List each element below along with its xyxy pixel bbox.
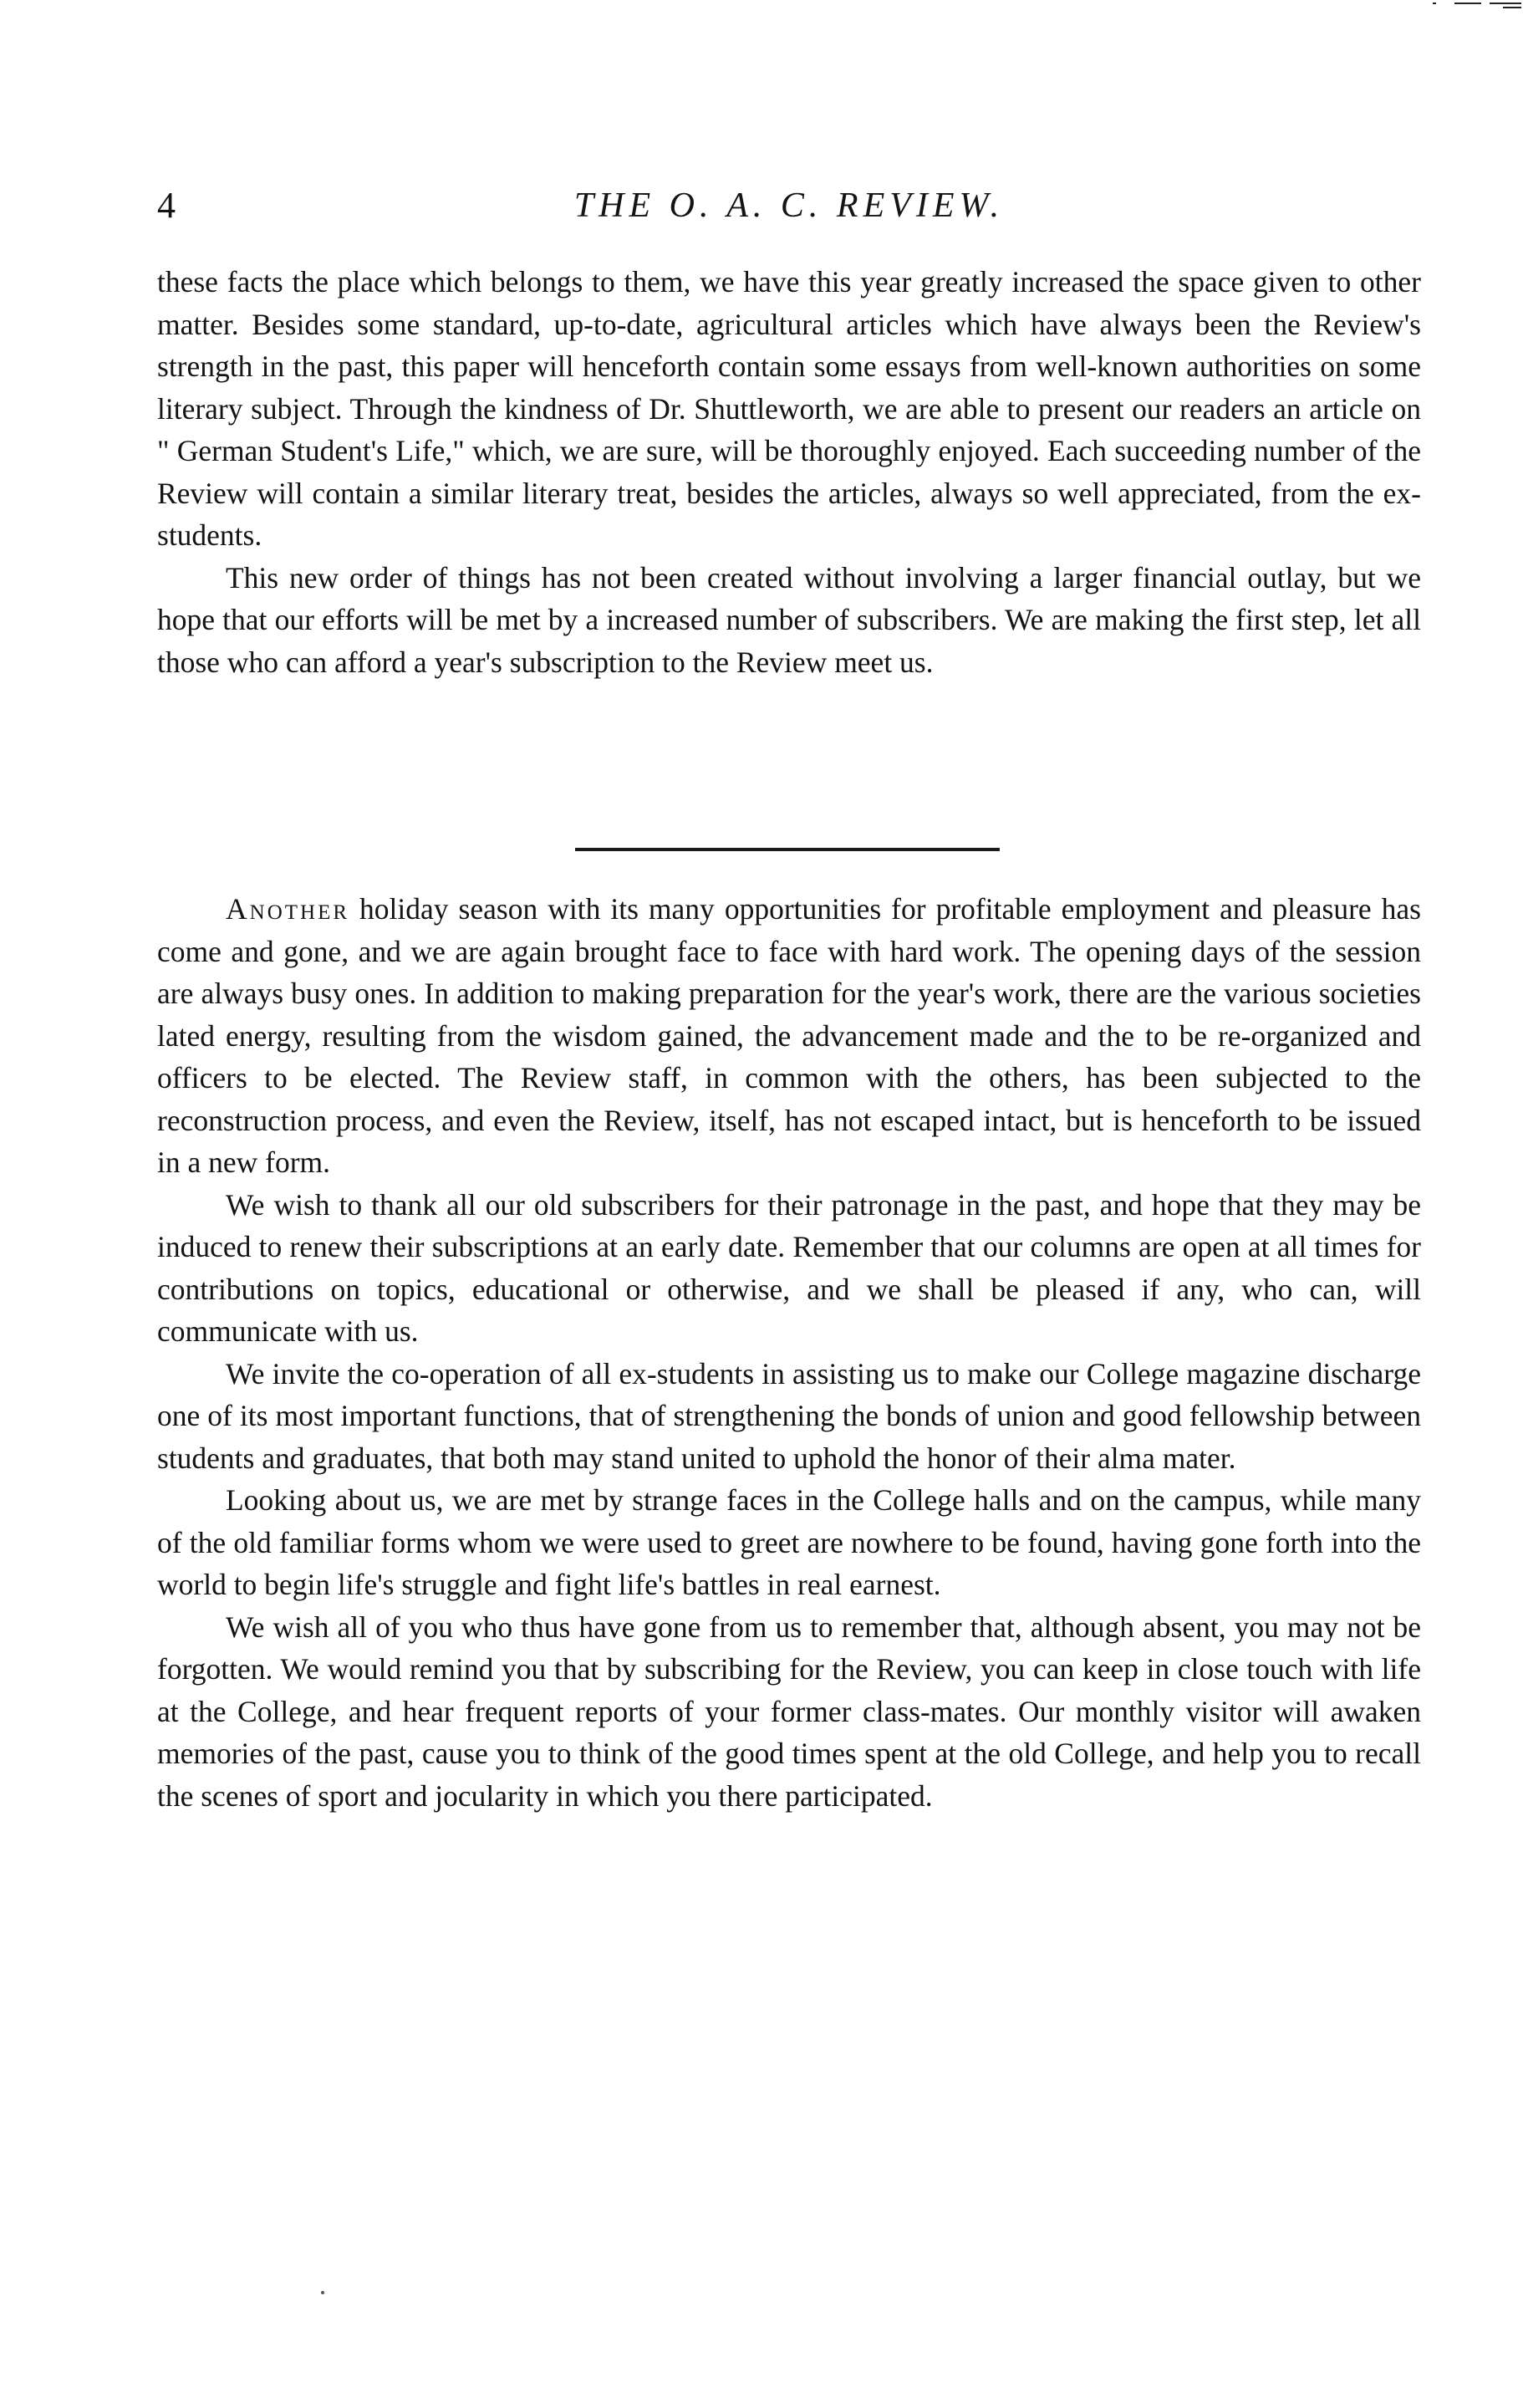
article-paragraph: This new order of things has not been created without involving a larger financial outlay, but we hope that our efforts will be met by a increased number of subscribers. We are making the first step, let all those who can afford a year's subscription to the Review meet us. xyxy=(157,560,1421,679)
lead-word: Another xyxy=(226,892,350,926)
page-number: 4 xyxy=(157,185,176,226)
article-paragraph: these facts the place which belongs to them, we have this year greatly increased the space given to other matter. Besides some standard, up-to-date, agricultural articles which have always been the Review's strength in the past, this paper will henceforth contain some essays from well-known authorities on some literary subject. Through the kindness of Dr. Shuttleworth, we are able to present our readers an article on " German Student's Life," which, we are sure, will be thoroughly enjoyed. Each succeeding number of the Review will contain a similar literary treat, besides the articles, always so well appreciated, from the ex-students. xyxy=(157,265,1421,552)
running-title: THE O. A. C. REVIEW. xyxy=(573,186,1005,225)
editorial-paragraph xyxy=(157,888,1421,1184)
editorial-paragraph: We wish to thank all our old subscribers for their patronage in the past, and hope that they may be induced to renew their subscriptions at an early date. Remember that our columns are open at all times for contributions on topics, educational or otherwise, and we shall be pleased if any, who can, will communicate with us. xyxy=(157,1187,1421,1348)
corner-scan-marks xyxy=(1356,0,1523,25)
continued-article xyxy=(157,261,1421,683)
editorial-lead-text: holiday season with its many opportunities for profitable employment and pleasure has come and gone, and we are again brought face to face with hard work. The opening days of the session are always busy ones. In addition to making preparation for the year's work, there are the various societies lated energy, resulting from the wisdom gained, the advancement made and the to be re-organized and officers to be elected. The Review staff, in common with the others, has been subjected to the reconstruction process, and even the Review, itself, has not escaped intact, but is henceforth to be issued in a new form. xyxy=(157,892,1421,1179)
page-header xyxy=(157,181,1421,231)
section-divider xyxy=(575,848,1000,851)
editorial-paragraph: We wish all of you who thus have gone from us to remember that, although absent, you may not be forgotten. We would remind you that by subscribing for the Review, you can keep in close touch with life at the College, and hear frequent reports of your former class-mates. Our monthly visitor will awaken memories of the past, cause you to think of the good times spent at the old College, and help you to recall the scenes of sport and jocularity in which you there participated. xyxy=(157,1610,1421,1813)
editorial-paragraph: Looking about us, we are met by strange faces in the College halls and on the campus, while many of the old familiar forms whom we were used to greet are nowhere to be found, having gone forth into the world to begin life's struggle and fight life's battles in real earnest. xyxy=(157,1483,1421,1601)
editorial-paragraph: We invite the co-operation of all ex-students in assisting us to make our College magazine discharge one of its most important functions, that of strengthening the bonds of union and good fellowship between students and graduates, that both may stand united to uphold the honor of their alma mater. xyxy=(157,1356,1421,1475)
scan-speck xyxy=(321,2291,324,2294)
editorial-section xyxy=(157,888,1421,1817)
